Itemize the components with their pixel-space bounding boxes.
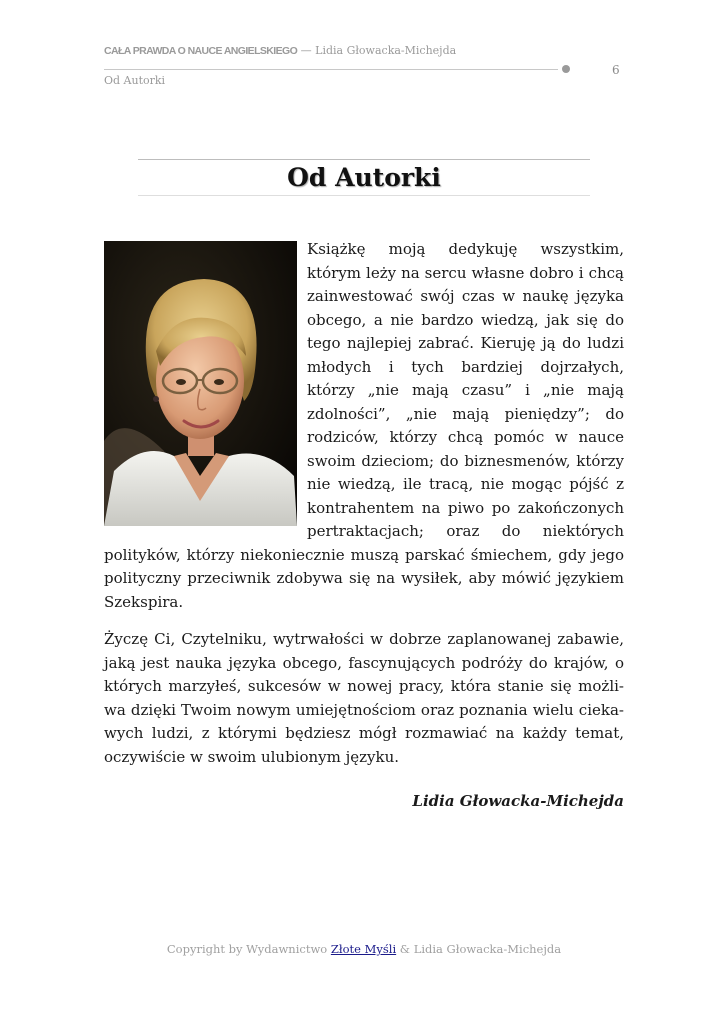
header-title-line bbox=[104, 44, 624, 57]
header-section: Od Autorki bbox=[104, 74, 166, 87]
title-rule-bottom bbox=[138, 195, 590, 196]
footer-suffix: & Lidia Głowacka-Michejda bbox=[399, 942, 562, 956]
header-author: Lidia Głowacka-Michejda bbox=[315, 44, 457, 57]
author-signature: Lidia Głowacka-Michejda bbox=[412, 792, 624, 810]
header-rule bbox=[104, 69, 558, 70]
page-number: 6 bbox=[612, 63, 620, 77]
running-header bbox=[104, 44, 624, 87]
footer-prefix: Copyright by Wydawnictwo bbox=[166, 942, 328, 956]
chapter-title: Od Autorki bbox=[287, 163, 441, 192]
header-book-title: CAŁA PRAWDA O NAUCE ANGIELSKIEGO bbox=[104, 45, 298, 57]
body-text bbox=[104, 238, 624, 769]
publisher-link[interactable]: Złote Myśli bbox=[330, 942, 397, 956]
photo-spacer bbox=[104, 238, 307, 526]
header-separator: — bbox=[300, 44, 312, 57]
paragraph-wishes: Życzę Ci, Czytelniku, wytrwałości w dobrze zaplanowanej zabawie, jaką jest nauka języka obcego, fascynujących podróży do krajów, o których marzyłeś, sukcesów w nowej pracy, która stanie się możliwa dzięki Twoim nowym umiejętnościom oraz poznania wielu ciekawych ludzi, z którymi będziesz mógł rozmawiać na każdy temat, oczywiście w swoim ulubionym języku. bbox=[104, 630, 624, 766]
header-dot-icon bbox=[562, 65, 570, 73]
paragraph-dedication: Książkę moją dedykuję wszystkim, którym leży na sercu własne dobro i chcą zainwestować swój czas w naukę języka obcego, a nie bardzo wiedzą, jak się do tego najlepiej zabrać. Kieruję ją do ludzi młodych i tych bardziej dojrzałych, którzy „nie mają czasu” i „nie mają zdolności”, „nie mają pieniędzy”; do rodziców, którzy chcą pomóc w nauce swoim dzieciom; do biznesmenów, którzy nie wiedzą, ile tracą, nie mogąc pójść z kontrahentem na piwo po zakończonych pertraktacjach; oraz do niektórych polityków, którzy niekoniecznie muszą parskać śmiechem, gdy jego polityczny przeciwnik zdobywa się na wysiłek, aby mówić językiem Szekspira. bbox=[104, 240, 624, 611]
copyright-footer bbox=[0, 942, 728, 956]
